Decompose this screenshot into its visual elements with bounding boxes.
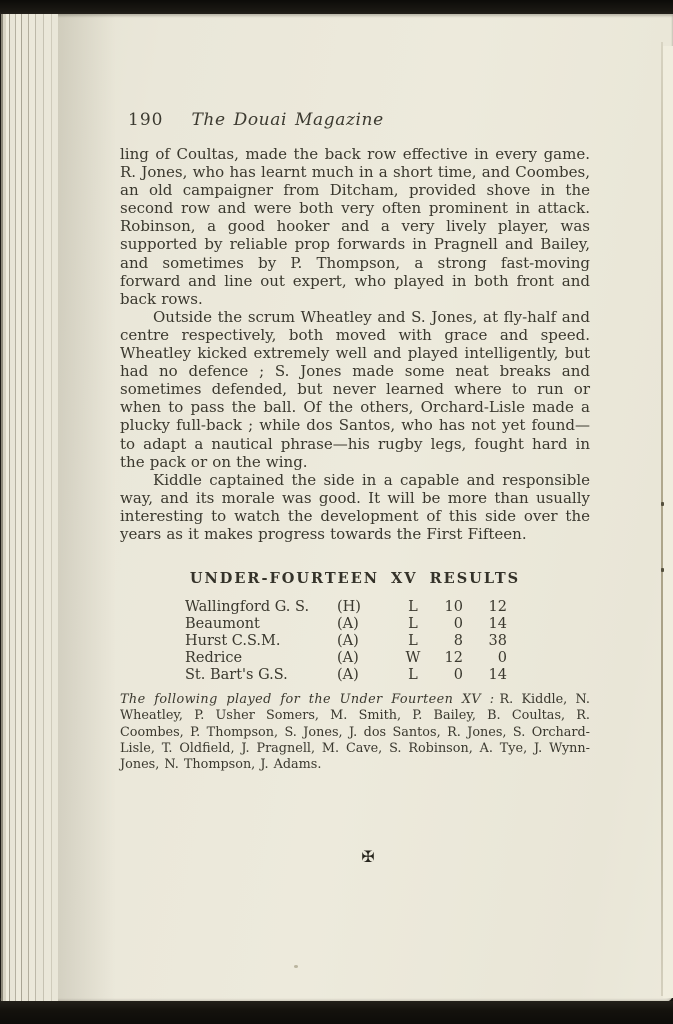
venue-cell: (A)	[337, 616, 359, 633]
opponent-cell: Beaumont	[185, 616, 260, 633]
page-number: 190	[128, 110, 164, 130]
players-note-names: R. Kiddle, N. Wheatley, P. Usher Somers, M. Smith, P. Bailey, B. Coultas, R. Coombes, P. Thompson, S. Jones, J. dos Santos, R. Jones, S. Orchard-Lisle, T. Oldfield, J. Pragnell, M. Cave, S. Robinson, A. Tye, J. Wynn-Jones, N. Thompson, J. Adams.	[120, 692, 590, 773]
results-table	[185, 599, 590, 684]
points-for-cell: 0	[453, 616, 463, 633]
table-row	[185, 667, 590, 684]
opponent-cell: Redrice	[185, 650, 243, 667]
players-note-lead: The following played for the Under Fourteen XV :	[120, 692, 495, 708]
table-row	[185, 599, 590, 616]
points-against-cell: 0	[497, 650, 507, 667]
body-paragraph-3: Kiddle captained the side in a capable and responsible way, and its morale was good. It will be more than usually interesting to watch the development of this side over the years as it makes progress towards the First Fifteen.	[120, 470, 590, 543]
points-for-cell: 0	[453, 667, 463, 684]
points-for-cell: 8	[453, 633, 463, 650]
facing-page-fore-edge	[663, 46, 673, 998]
stitch-mark	[661, 568, 664, 572]
page-header	[120, 110, 590, 130]
venue-cell: (A)	[337, 650, 359, 667]
page-speck	[294, 965, 298, 968]
outcome-cell: L	[408, 667, 418, 684]
body-paragraph-1: ling of Coultas, made the back row effective in every game. R. Jones, who has learnt much in a short time, and Coombes, an old campaigner from Ditcham, provided shove in the second row and were both very often prominent in attack. Robinson, a good hooker and a very lively player, was supported by reliable prop forwards in Pragnell and Bailey, and sometimes by P. Thompson, a strong fast-moving forward and line out expert, who played in both front and back rows.	[120, 145, 590, 308]
outcome-cell: W	[405, 650, 421, 667]
stitch-mark	[661, 502, 664, 506]
page-content	[120, 110, 590, 866]
opponent-cell: Hurst C.S.M.	[185, 633, 281, 650]
points-against-cell: 14	[488, 616, 507, 633]
body-paragraph-2: Outside the scrum Wheatley and S. Jones, at fly-half and centre respectively, both moved with grace and speed. Wheatley kicked extremely well and played intelligently, but had no defence ; S. Jones made some neat breaks and sometimes defended, but never learned where to run or when to pass the ball. Of the others, Orchard-Lisle made a plucky full-back ; while dos Santos, who has not yet found—to adapt a nautical phrase—his rugby legs, fought hard in the pack or on the wing.	[120, 307, 590, 471]
running-title: The Douai Magazine	[191, 110, 384, 130]
table-row	[185, 616, 590, 633]
points-against-cell: 14	[488, 667, 507, 684]
page-edge-stack	[0, 14, 58, 1002]
opponent-cell: St. Bart's G.S.	[185, 667, 288, 684]
points-for-cell: 10	[444, 599, 463, 616]
venue-cell: (A)	[337, 667, 359, 684]
binding-cloth-bottom	[0, 1001, 673, 1024]
gutter-shadow	[58, 14, 116, 1002]
binding-cloth-top	[0, 0, 673, 14]
body-text	[120, 145, 590, 543]
points-for-cell: 12	[444, 650, 463, 667]
venue-cell: (H)	[337, 599, 361, 616]
outcome-cell: L	[408, 633, 418, 650]
fore-edge-line	[661, 42, 663, 996]
table-row	[185, 650, 590, 667]
venue-cell: (A)	[337, 633, 359, 650]
outcome-cell: L	[408, 616, 418, 633]
outcome-cell: L	[408, 599, 418, 616]
points-against-cell: 12	[488, 599, 507, 616]
points-against-cell: 38	[488, 633, 507, 650]
table-row	[185, 633, 590, 650]
results-heading: UNDER-FOURTEEN XV RESULTS	[189, 570, 521, 588]
opponent-cell: Wallingford G. S.	[185, 599, 310, 616]
maltese-cross-ornament: ✠	[361, 846, 375, 866]
players-note	[120, 692, 590, 773]
